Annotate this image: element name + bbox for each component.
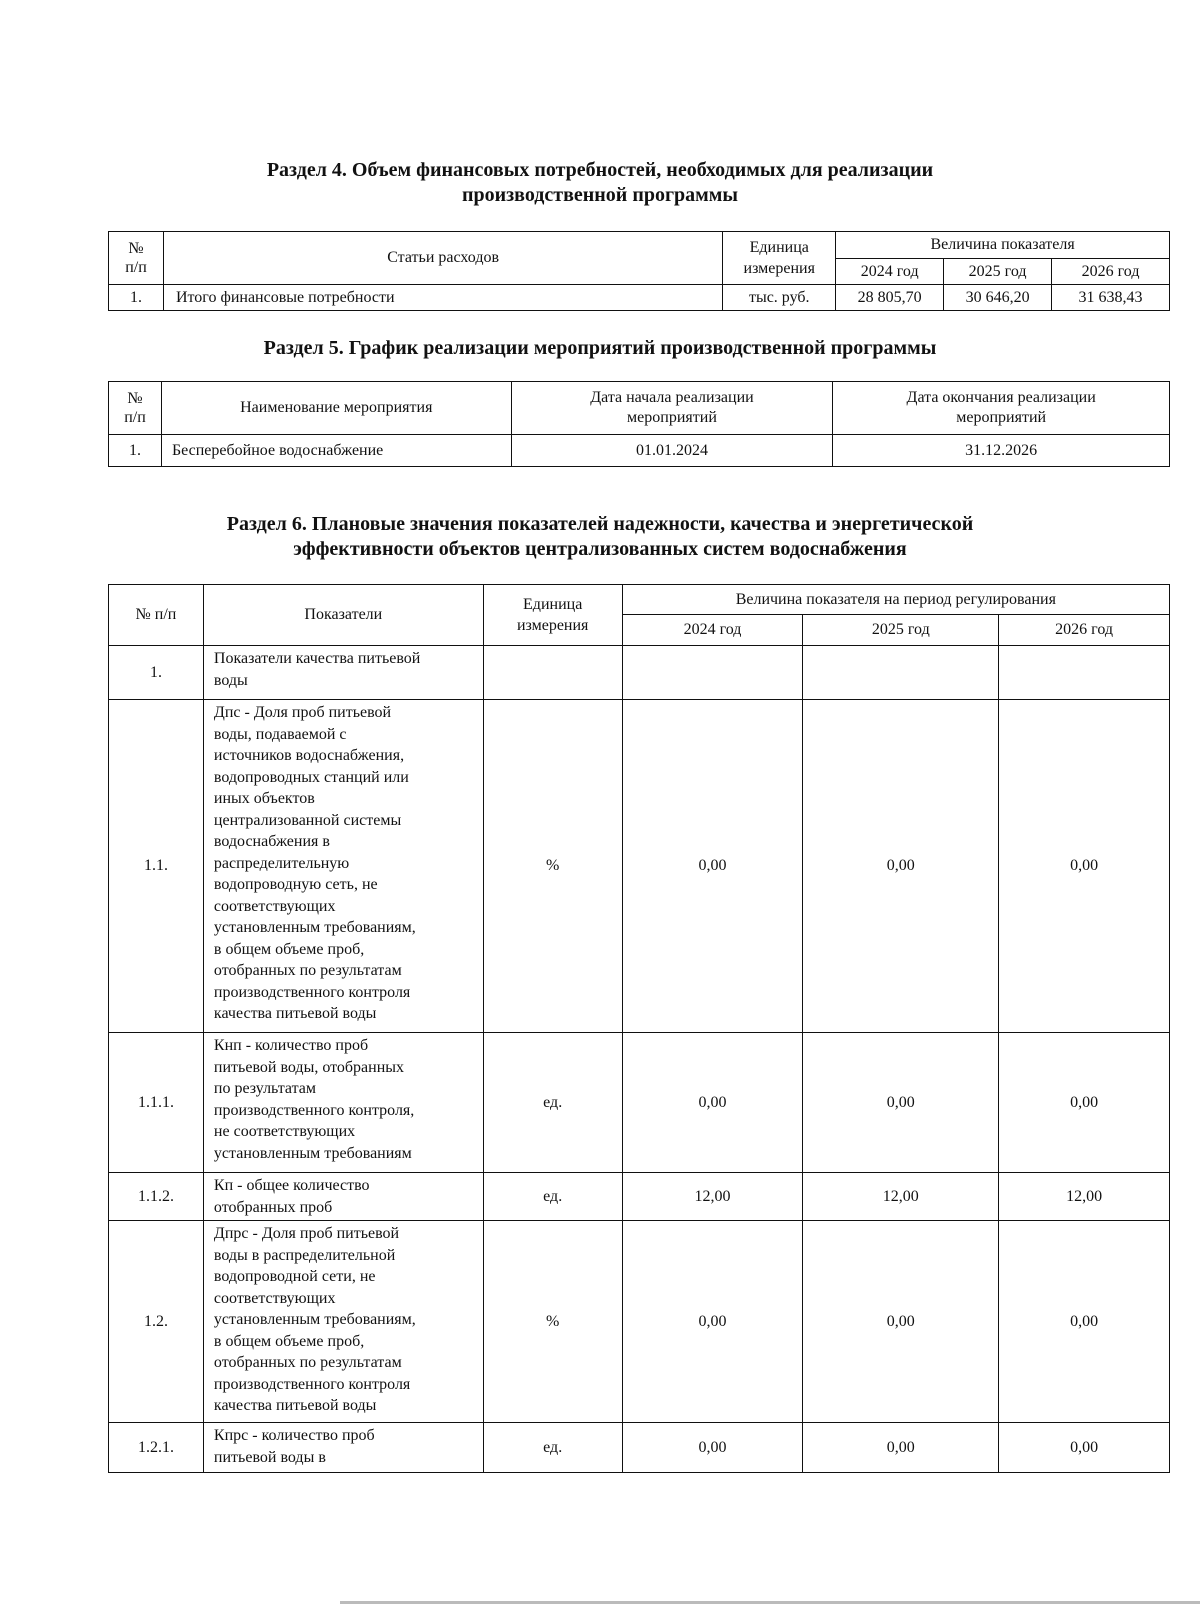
row-value-2025: 0,00 [803, 1423, 999, 1473]
row-indicator-line: иных объектов [213, 790, 315, 807]
row-item: Итого финансовые потребности [163, 285, 722, 311]
section-5-title [160, 336, 1040, 361]
row-indicator-line: водопроводную сеть, не [213, 876, 378, 893]
row-num: 1. [109, 646, 204, 700]
row-indicator-line: соответствующих [213, 1289, 336, 1307]
header-end-line-1: Дата окончания реализации [906, 389, 1096, 406]
row-indicator-line: воды [213, 671, 248, 689]
section-6-title-line-1: Раздел 6. Плановые значения показателей надежности, качества и энергетической [226, 513, 974, 535]
row-unit: тыс. руб. [723, 285, 836, 311]
row-indicator-line: питьевой воды, отобранных [213, 1058, 405, 1076]
row-indicator-line: воды в распределительной [213, 1246, 396, 1264]
row-event-name: Бесперебойное водоснабжение [161, 435, 511, 467]
row-num: 1. [109, 285, 164, 311]
header-year-2024: 2024 год [836, 259, 944, 285]
row-unit: % [483, 1221, 622, 1423]
row-indicator [203, 646, 483, 700]
row-indicator-line: по результатам [213, 1080, 317, 1097]
row-unit: ед. [483, 1173, 622, 1221]
row-indicator-line: установленным требованиям [213, 1144, 412, 1162]
row-value-2024: 28 805,70 [836, 285, 944, 311]
row-indicator-line: водопроводной сети, не [213, 1268, 376, 1285]
row-indicator-line: отобранных по результатам [213, 962, 402, 979]
row-value-2025: 30 646,20 [944, 285, 1052, 311]
row-indicator-line: производственного контроля, [213, 1101, 415, 1119]
header-value-group: Величина показателя [836, 232, 1170, 259]
header-unit [483, 585, 622, 646]
table-row [109, 1173, 1170, 1221]
row-indicator-line: отобранных по результатам [213, 1354, 402, 1371]
row-indicator-line: водоснабжения в [213, 833, 330, 850]
section-6-title-line-2: эффективности объектов централизованных систем водоснабжения [293, 538, 907, 560]
row-value-2024: 0,00 [622, 1221, 803, 1423]
row-value-2026: 31 638,43 [1052, 285, 1170, 311]
section-4-title-line-1: Раздел 4. Объем финансовых потребностей, необходимых для реализации [266, 159, 934, 181]
row-value-2024: 0,00 [622, 1423, 803, 1473]
section-4-title [160, 158, 1040, 208]
header-num [109, 382, 162, 435]
row-indicator-line: Дпрс - Доля проб питьевой [213, 1225, 400, 1242]
row-indicator [203, 700, 483, 1033]
table-row [109, 1033, 1170, 1173]
row-indicator [203, 1033, 483, 1173]
header-event-name: Наименование мероприятия [161, 382, 511, 435]
row-unit: % [483, 700, 622, 1033]
row-value-2025: 12,00 [803, 1173, 999, 1221]
header-year-2024: 2024 год [622, 615, 803, 646]
table-row [109, 1423, 1170, 1473]
row-indicator-line: отобранных проб [213, 1198, 333, 1216]
scan-edge-line [340, 1601, 1200, 1604]
row-num: 1. [109, 435, 162, 467]
row-indicator-line: Дпс - Доля проб питьевой [213, 704, 392, 721]
row-value-2025: 0,00 [803, 1033, 999, 1173]
header-num-line-1: № [128, 240, 144, 257]
row-indicator-line: качества питьевой воды [213, 1005, 377, 1022]
header-num-line-2: п/п [125, 259, 147, 276]
header-year-2025: 2025 год [944, 259, 1052, 285]
row-num: 1.1.1. [109, 1033, 204, 1173]
row-indicator-line: Кнп - количество проб [213, 1037, 369, 1054]
row-indicator-line: соответствующих [213, 897, 336, 915]
section-4-title-line-2: производственной программы [461, 184, 739, 206]
header-num-line-1: № [127, 390, 143, 407]
row-value-2026: 0,00 [999, 1221, 1170, 1423]
row-num: 1.1. [109, 700, 204, 1033]
row-value-2024 [622, 646, 803, 700]
header-start-line-2: мероприятий [627, 409, 717, 426]
row-indicator-line: централизованной системы [213, 811, 402, 829]
row-value-2026: 0,00 [999, 700, 1170, 1033]
header-end-date [833, 382, 1170, 435]
row-value-2026 [999, 646, 1170, 700]
row-indicator-line: в общем объеме проб, [213, 940, 365, 958]
row-indicator-line: водопроводных станций или [213, 768, 409, 786]
indicators-table-body [109, 646, 1170, 1473]
schedule-table [108, 381, 1170, 467]
row-indicator-line: Кпрс - количество проб [213, 1427, 375, 1444]
header-unit-line-2: измерения [743, 260, 815, 277]
row-value-2026: 12,00 [999, 1173, 1170, 1221]
table-row [109, 700, 1170, 1033]
row-indicator-line: распределительную [213, 854, 350, 872]
header-unit-line-1: Единица [523, 596, 583, 613]
header-value-group: Величина показателя на период регулирования [622, 585, 1169, 615]
row-unit: ед. [483, 1033, 622, 1173]
row-value-2024: 12,00 [622, 1173, 803, 1221]
header-year-2025: 2025 год [803, 615, 999, 646]
row-value-2025: 0,00 [803, 700, 999, 1033]
row-indicator [203, 1173, 483, 1221]
header-num [109, 232, 164, 285]
row-indicator-line: воды, подаваемой с [213, 725, 347, 743]
header-start-line-1: Дата начала реализации [590, 389, 754, 406]
row-indicator [203, 1221, 483, 1423]
row-end-date: 31.12.2026 [833, 435, 1170, 467]
row-unit [483, 646, 622, 700]
table-row [109, 1221, 1170, 1423]
header-num-line-2: п/п [124, 409, 146, 426]
indicators-table [108, 584, 1170, 1473]
row-value-2026: 0,00 [999, 1033, 1170, 1173]
table-row [109, 435, 1170, 467]
header-indicators: Показатели [203, 585, 483, 646]
row-indicator-line: установленным требованиям, [213, 919, 416, 936]
header-start-date [511, 382, 833, 435]
row-value-2026: 0,00 [999, 1423, 1170, 1473]
row-value-2024: 0,00 [622, 700, 803, 1033]
row-value-2024: 0,00 [622, 1033, 803, 1173]
row-indicator-line: не соответствующих [213, 1123, 356, 1140]
header-num: № п/п [109, 585, 204, 646]
header-unit-line-2: измерения [516, 617, 589, 634]
row-indicator-line: производственного контроля [213, 1375, 411, 1393]
row-unit: ед. [483, 1423, 622, 1473]
section-6-title [150, 512, 1050, 562]
table-row [109, 285, 1170, 311]
header-year-2026: 2026 год [999, 615, 1170, 646]
row-num: 1.2. [109, 1221, 204, 1423]
row-indicator-line: Показатели качества питьевой [213, 650, 421, 667]
row-indicator-line: в общем объеме проб, [213, 1332, 365, 1350]
row-indicator-line: источников водоснабжения, [213, 747, 405, 764]
row-indicator-line: качества питьевой воды [213, 1397, 377, 1414]
header-year-2026: 2026 год [1052, 259, 1170, 285]
row-start-date: 01.01.2024 [511, 435, 833, 467]
row-indicator [203, 1423, 483, 1473]
row-indicator-line: питьевой воды в [213, 1448, 326, 1466]
row-value-2025: 0,00 [803, 1221, 999, 1423]
row-indicator-line: производственного контроля [213, 983, 411, 1001]
row-num: 1.1.2. [109, 1173, 204, 1221]
header-items: Статьи расходов [163, 232, 722, 285]
section-5-title-text: Раздел 5. График реализации мероприятий производственной программы [263, 337, 937, 359]
row-num: 1.2.1. [109, 1423, 204, 1473]
header-unit-line-1: Единица [749, 239, 809, 256]
header-end-line-2: мероприятий [956, 409, 1047, 426]
row-indicator-line: установленным требованиям, [213, 1311, 416, 1328]
table-row [109, 646, 1170, 700]
row-indicator-line: Кп - общее количество [213, 1177, 370, 1194]
header-unit [723, 232, 836, 285]
financial-needs-table [108, 231, 1170, 311]
row-value-2025 [803, 646, 999, 700]
